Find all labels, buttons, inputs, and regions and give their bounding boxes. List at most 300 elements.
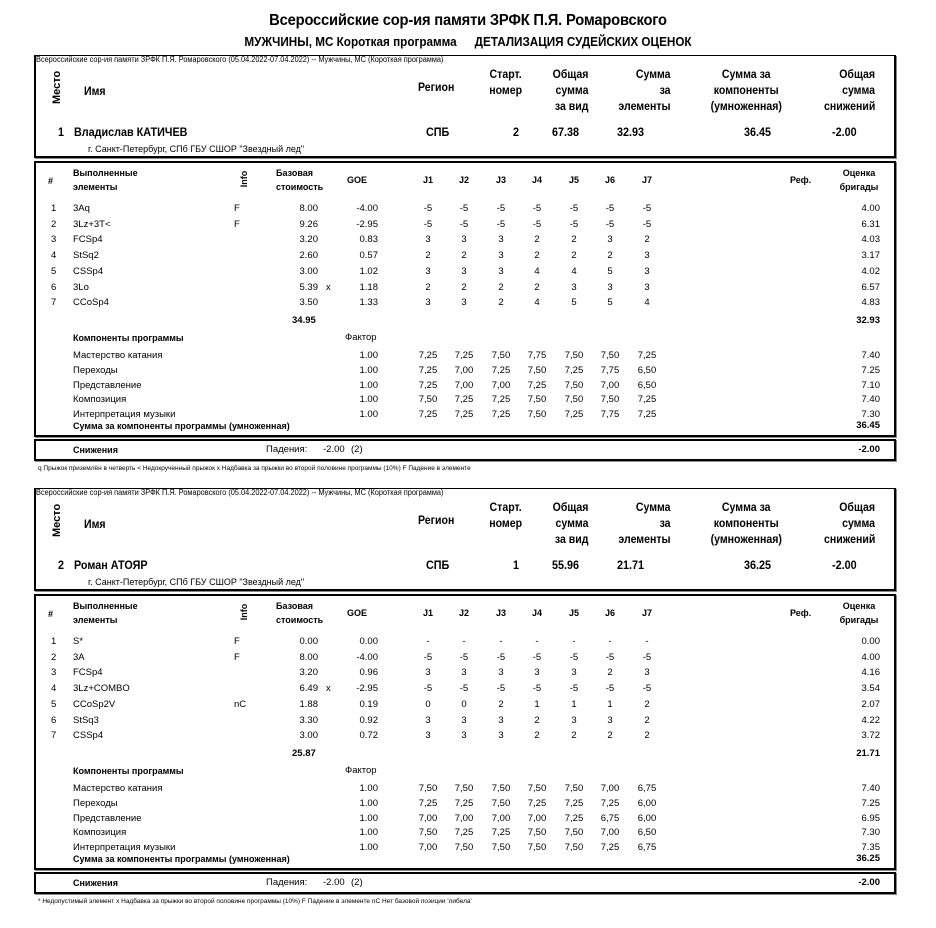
element-info: nC <box>234 698 247 710</box>
element-judge-score: 2 <box>498 698 504 710</box>
deductions-box <box>34 872 896 894</box>
component-judge-score: 7,50 <box>564 379 584 391</box>
element-code: FCSp4 <box>73 667 103 679</box>
component-judge-score: 7,25 <box>454 394 474 406</box>
element-judge-score: -5 <box>605 651 615 663</box>
element-judge-score: 3 <box>461 667 467 679</box>
falls-label: Падения: <box>266 877 308 888</box>
element-judge-score: -5 <box>423 218 433 230</box>
deductions-header-line: сумма <box>842 83 876 97</box>
region-header: Регион <box>418 80 455 94</box>
components-total: 36.45 <box>856 420 880 431</box>
deductions-header-line: сумма <box>842 516 876 530</box>
element-judge-score: 3 <box>461 730 467 742</box>
element-base-value: 8.00 <box>299 651 318 663</box>
element-judge-score: -5 <box>642 203 652 214</box>
component-factor: 1.00 <box>359 827 378 839</box>
element-judge-score: 2 <box>534 730 540 742</box>
subtitle-category: МУЖЧИНЫ, МС Короткая программа <box>244 34 457 49</box>
num-header: # <box>48 609 54 619</box>
element-judge-score: 3 <box>461 714 467 726</box>
component-judge-score: 7,50 <box>527 783 547 794</box>
element-number: 2 <box>51 218 57 230</box>
component-panel-score: 7.40 <box>861 783 880 794</box>
component-factor: 1.00 <box>359 812 378 824</box>
element-judge-score: 3 <box>461 265 467 277</box>
element-number: 4 <box>51 683 57 695</box>
element-goe: -2.95 <box>356 218 378 230</box>
element-code: CSSp4 <box>73 730 104 742</box>
component-judge-score: 7,25 <box>491 364 511 376</box>
info-header: Info <box>239 170 249 188</box>
element-judge-score: 2 <box>534 250 540 262</box>
deductions-header-line: Общая <box>839 67 876 81</box>
element-judge-score: -5 <box>569 218 579 230</box>
element-judge-score: -5 <box>496 683 506 695</box>
pcs-header-line: компоненты <box>713 83 779 97</box>
component-name: Представление <box>73 379 142 391</box>
element-code: S* <box>73 636 84 647</box>
start-no-header <box>481 66 530 98</box>
element-base-value: 3.00 <box>299 265 318 277</box>
component-factor: 1.00 <box>359 350 378 361</box>
element-number: 6 <box>51 714 57 726</box>
component-judge-score: 7,25 <box>564 364 584 376</box>
tes-header-line: элементы <box>618 99 671 113</box>
tes-header-line: за <box>659 83 671 97</box>
start-no-header-line: номер <box>489 83 523 97</box>
total-header-line: Общая <box>552 67 589 81</box>
element-judge-score: 2 <box>461 250 467 262</box>
element-judge-score: 3 <box>607 281 613 293</box>
element-info: F <box>234 203 240 214</box>
tes-header <box>616 499 671 547</box>
element-judge-score: 3 <box>644 667 650 679</box>
ref-header: Реф. <box>790 608 812 618</box>
judge-header-4: J4 <box>531 608 542 618</box>
component-judge-score: 7,00 <box>600 827 620 839</box>
element-judge-score: 3 <box>498 730 504 742</box>
element-number: 2 <box>51 651 57 663</box>
element-panel-score: 3.17 <box>861 250 880 262</box>
scores-box <box>34 161 896 437</box>
element-info: F <box>234 218 240 230</box>
component-judge-score: 6,50 <box>637 827 657 839</box>
start-no-header-line: Старт. <box>489 500 522 514</box>
element-panel-score: 4.22 <box>861 714 880 726</box>
elements-header-line: Выполненные <box>73 168 138 178</box>
element-base-value: 1.88 <box>299 698 318 710</box>
element-judge-score: 2 <box>607 250 613 262</box>
component-judge-score: 7,50 <box>491 797 511 809</box>
element-judge-score: -5 <box>459 651 469 663</box>
start-no-header <box>481 499 530 531</box>
component-judge-score: 7,25 <box>454 350 474 361</box>
base-value-header-line: Базовая <box>276 601 314 611</box>
judge-header-3: J3 <box>495 608 506 618</box>
component-judge-score: 7,50 <box>564 842 584 854</box>
element-judge-score: - <box>535 636 539 647</box>
panel-score-header-line: Оценка <box>842 601 876 611</box>
component-judge-score: 7,00 <box>418 842 438 854</box>
deductions-box <box>34 439 896 461</box>
skater-club: г. Санкт-Петербург, СПб ГБУ СШОР "Звездный лед" <box>88 577 305 587</box>
element-judge-score: -5 <box>532 651 542 663</box>
legend: q Прыжок приземлён в четверть < Недокрученный прыжок x Надбавка за прыжки во второй половине программы (10%) F Падение в элементе <box>38 465 471 472</box>
skater-tes: 21.71 <box>617 558 645 572</box>
component-judge-score: 7,50 <box>600 350 620 361</box>
region-header: Регион <box>418 513 455 527</box>
total-header-line: за вид <box>554 532 589 546</box>
element-base-value: 3.00 <box>299 730 318 742</box>
component-judge-score: 7,00 <box>600 379 620 391</box>
element-judge-score: -5 <box>496 218 506 230</box>
skater-pcs: 36.45 <box>744 125 772 139</box>
start-no-header-line: номер <box>489 516 523 530</box>
element-bonus-mark: x <box>326 281 331 293</box>
element-base-value: 5.39 <box>299 281 318 293</box>
component-judge-score: 7,50 <box>418 783 438 794</box>
component-factor: 1.00 <box>359 394 378 406</box>
component-judge-score: 7,00 <box>527 812 547 824</box>
element-judge-score: 3 <box>644 265 650 277</box>
skater-tes: 32.93 <box>617 125 645 139</box>
element-code: CCoSp2V <box>73 698 116 710</box>
element-judge-score: 2 <box>571 234 577 246</box>
element-panel-score: 4.03 <box>861 234 880 246</box>
component-name: Мастерство катания <box>73 350 163 361</box>
deductions-label: Снижения <box>73 878 118 888</box>
element-judge-score: 0 <box>425 698 431 710</box>
subtitle-report: ДЕТАЛИЗАЦИЯ СУДЕЙСКИХ ОЦЕНОК <box>474 34 692 49</box>
element-info: F <box>234 636 240 647</box>
element-judge-score: 3 <box>461 234 467 246</box>
components-header: Компоненты программы <box>73 333 184 343</box>
component-judge-score: 7,00 <box>491 379 511 391</box>
place-header: Место <box>51 70 63 104</box>
component-judge-score: 7,50 <box>491 842 511 854</box>
place-header: Место <box>51 503 63 537</box>
base-value-header <box>276 599 323 627</box>
name-header: Имя <box>84 517 106 531</box>
element-judge-score: - <box>462 636 466 647</box>
component-judge-score: 7,25 <box>637 350 657 361</box>
element-judge-score: 4 <box>644 297 650 309</box>
element-code: FCSp4 <box>73 234 103 246</box>
element-number: 3 <box>51 234 57 246</box>
element-judge-score: 3 <box>607 234 613 246</box>
element-judge-score: -5 <box>569 651 579 663</box>
component-panel-score: 7.35 <box>861 842 880 854</box>
factor-header: Фактор <box>345 332 377 343</box>
goe-header: GOE <box>347 175 368 185</box>
element-judge-score: 2 <box>425 281 431 293</box>
tes-header <box>616 66 671 114</box>
falls-count: (2) <box>351 444 363 455</box>
element-code: 3Lz+COMBO <box>73 683 130 695</box>
component-judge-score: 7,25 <box>491 409 511 421</box>
judge-header-3: J3 <box>495 175 506 185</box>
element-judge-score: -5 <box>423 683 433 695</box>
component-judge-score: 7,25 <box>637 409 657 421</box>
element-code: StSq3 <box>73 714 99 726</box>
element-judge-score: 2 <box>644 730 650 742</box>
component-judge-score: 7,00 <box>600 783 620 794</box>
component-judge-score: 7,50 <box>491 350 511 361</box>
component-judge-score: 6,00 <box>637 812 657 824</box>
element-goe: 0.72 <box>359 730 378 742</box>
legend: * Недопустимый элемент x Надбавка за прыжки во второй половине программы (10%) F Падение в элементе nC Нет базовой позиции 'либела' <box>38 898 472 905</box>
judge-header-6: J6 <box>604 608 615 618</box>
pcs-header-line: Сумма за <box>721 500 771 514</box>
element-judge-score: 3 <box>571 281 577 293</box>
component-judge-score: 7,00 <box>454 379 474 391</box>
component-panel-score: 7.30 <box>861 409 880 421</box>
element-judge-score: 3 <box>534 667 540 679</box>
element-panel-score: 4.02 <box>861 265 880 277</box>
element-judge-score: -5 <box>569 683 579 695</box>
component-judge-score: 7,75 <box>600 364 620 376</box>
elements-header <box>73 166 138 194</box>
skater-start-no: 2 <box>513 125 520 139</box>
component-factor: 1.00 <box>359 364 378 376</box>
element-judge-score: 2 <box>607 730 613 742</box>
judge-header-2: J2 <box>458 175 469 185</box>
component-judge-score: 7,25 <box>418 797 438 809</box>
element-judge-score: 5 <box>571 297 577 309</box>
element-judge-score: 2 <box>571 730 577 742</box>
component-panel-score: 7.40 <box>861 394 880 406</box>
element-judge-score: 3 <box>425 297 431 309</box>
element-bonus-mark: x <box>326 683 331 695</box>
element-judge-score: -5 <box>642 683 652 695</box>
component-panel-score: 7.25 <box>861 364 880 376</box>
skater-deductions: -2.00 <box>832 558 857 572</box>
element-judge-score: 2 <box>571 250 577 262</box>
components-sum-label: Сумма за компоненты программы (умноженная) <box>73 421 290 431</box>
element-judge-score: -5 <box>532 683 542 695</box>
component-judge-score: 7,25 <box>418 379 438 391</box>
tes-header-line: Сумма <box>635 500 671 514</box>
component-judge-score: 7,25 <box>564 812 584 824</box>
skater-total: 67.38 <box>552 125 580 139</box>
component-name: Композиция <box>73 827 127 839</box>
element-code: CCoSp4 <box>73 297 109 309</box>
component-panel-score: 7.25 <box>861 797 880 809</box>
element-panel-score: 2.07 <box>861 698 880 710</box>
component-panel-score: 6.95 <box>861 812 880 824</box>
skater-block <box>34 488 896 908</box>
deductions-header <box>824 499 875 547</box>
deductions-total: -2.00 <box>858 877 880 888</box>
elements-header <box>73 599 138 627</box>
component-judge-score: 7,50 <box>600 394 620 406</box>
component-name: Интерпретация музыки <box>73 842 176 854</box>
element-number: 1 <box>51 636 57 647</box>
element-goe: -4.00 <box>356 203 378 214</box>
skater-start-no: 1 <box>513 558 520 572</box>
element-judge-score: 3 <box>644 281 650 293</box>
component-judge-score: 7,25 <box>564 797 584 809</box>
element-judge-score: 2 <box>425 250 431 262</box>
element-judge-score: 5 <box>607 297 613 309</box>
base-value-header-line: стоимость <box>276 615 324 625</box>
element-judge-score: 2 <box>534 281 540 293</box>
total-header <box>548 499 588 547</box>
skater-header-box <box>34 488 896 591</box>
component-judge-score: 7,25 <box>600 842 620 854</box>
element-judge-score: 3 <box>571 714 577 726</box>
element-number: 4 <box>51 250 57 262</box>
document-title: Всероссийские сор-ия памяти ЗРФК П.Я. Ромаровского <box>269 12 667 29</box>
element-goe: 1.18 <box>359 281 378 293</box>
element-goe: 0.00 <box>359 636 378 647</box>
skater-block <box>34 55 896 475</box>
total-header-line: за вид <box>554 99 589 113</box>
element-panel-score: 6.31 <box>861 218 880 230</box>
component-name: Интерпретация музыки <box>73 409 176 421</box>
deductions-header-line: снижений <box>824 99 876 113</box>
component-name: Мастерство катания <box>73 783 163 794</box>
element-judge-score: 3 <box>644 250 650 262</box>
element-judge-score: -5 <box>569 203 579 214</box>
element-code: 3Lz+3T< <box>73 218 111 230</box>
component-judge-score: 7,25 <box>527 379 547 391</box>
element-base-value: 9.26 <box>299 218 318 230</box>
scores-box <box>34 594 896 870</box>
element-judge-score: 3 <box>498 714 504 726</box>
component-judge-score: 7,25 <box>637 394 657 406</box>
panel-score-header-line: бригады <box>839 182 879 192</box>
element-judge-score: 2 <box>498 281 504 293</box>
element-code: 3A <box>73 651 85 663</box>
component-judge-score: 7,50 <box>564 783 584 794</box>
element-code: 3Lo <box>73 281 89 293</box>
base-value-total: 34.95 <box>292 315 316 326</box>
component-judge-score: 7,50 <box>564 350 584 361</box>
tes-header-line: Сумма <box>635 67 671 81</box>
element-goe: 0.19 <box>359 698 378 710</box>
pcs-header-line: (умноженная) <box>710 99 782 113</box>
element-judge-score: 2 <box>461 281 467 293</box>
info-header: Info <box>239 603 249 621</box>
element-judge-score: 3 <box>498 265 504 277</box>
skater-place: 2 <box>58 558 65 572</box>
element-goe: 0.83 <box>359 234 378 246</box>
element-judge-score: -5 <box>642 651 652 663</box>
factor-header: Фактор <box>345 765 377 776</box>
element-judge-score: 3 <box>498 667 504 679</box>
panel-score-header <box>828 166 890 194</box>
skater-total: 55.96 <box>552 558 580 572</box>
element-judge-score: 2 <box>498 297 504 309</box>
component-factor: 1.00 <box>359 379 378 391</box>
tes-header-line: элементы <box>618 532 671 546</box>
element-base-value: 3.20 <box>299 234 318 246</box>
element-goe: 1.33 <box>359 297 378 309</box>
element-judge-score: 1 <box>571 698 577 710</box>
component-judge-score: 7,25 <box>527 797 547 809</box>
element-judge-score: 1 <box>534 698 540 710</box>
component-judge-score: 7,50 <box>454 842 474 854</box>
component-judge-score: 7,50 <box>527 364 547 376</box>
judge-header-5: J5 <box>568 608 579 618</box>
judge-header-5: J5 <box>568 175 579 185</box>
elements-header-line: элементы <box>73 182 118 192</box>
element-judge-score: 3 <box>498 234 504 246</box>
element-judge-score: 2 <box>607 667 613 679</box>
element-judge-score: 4 <box>534 265 540 277</box>
skater-region: СПБ <box>426 558 450 572</box>
element-base-value: 3.20 <box>299 667 318 679</box>
skater-pcs: 36.25 <box>744 558 772 572</box>
falls-value: -2.00 <box>323 877 345 888</box>
component-judge-score: 7,00 <box>454 812 474 824</box>
name-header: Имя <box>84 84 106 98</box>
panel-score-header-line: Оценка <box>842 168 876 178</box>
component-judge-score: 7,25 <box>564 409 584 421</box>
component-factor: 1.00 <box>359 409 378 421</box>
falls-count: (2) <box>351 877 363 888</box>
component-judge-score: 7,00 <box>454 364 474 376</box>
element-judge-score: -5 <box>459 218 469 230</box>
element-goe: -4.00 <box>356 651 378 663</box>
component-judge-score: 6,75 <box>637 783 657 794</box>
component-judge-score: 7,25 <box>491 394 511 406</box>
base-value-header-line: стоимость <box>276 182 324 192</box>
element-judge-score: -5 <box>423 651 433 663</box>
element-panel-score: 4.83 <box>861 297 880 309</box>
deductions-header-line: Общая <box>839 500 876 514</box>
component-name: Переходы <box>73 364 118 376</box>
component-judge-score: 7,25 <box>454 797 474 809</box>
element-panel-score: 4.00 <box>861 651 880 663</box>
component-name: Композиция <box>73 394 127 406</box>
element-judge-score: -5 <box>496 203 506 214</box>
element-judge-score: -5 <box>605 218 615 230</box>
elements-total: 21.71 <box>856 748 880 759</box>
element-number: 5 <box>51 698 57 710</box>
skater-name: Роман АТОЯР <box>74 558 148 572</box>
element-number: 5 <box>51 265 57 277</box>
components-sum-label: Сумма за компоненты программы (умноженная) <box>73 854 290 864</box>
total-header-line: Общая <box>552 500 589 514</box>
element-code: 3Aq <box>73 203 90 214</box>
component-judge-score: 6,50 <box>637 364 657 376</box>
element-judge-score: -5 <box>642 218 652 230</box>
element-base-value: 0.00 <box>299 636 318 647</box>
element-goe: -2.95 <box>356 683 378 695</box>
element-judge-score: -5 <box>605 683 615 695</box>
element-base-value: 8.00 <box>299 203 318 214</box>
element-panel-score: 4.00 <box>861 203 880 214</box>
pcs-header <box>704 66 788 114</box>
element-info: F <box>234 651 240 663</box>
judge-header-1: J1 <box>422 175 433 185</box>
component-judge-score: 7,50 <box>418 827 438 839</box>
element-goe: 1.02 <box>359 265 378 277</box>
component-judge-score: 7,75 <box>527 350 547 361</box>
element-judge-score: 3 <box>498 250 504 262</box>
element-judge-score: - <box>426 636 430 647</box>
component-judge-score: 7,25 <box>418 350 438 361</box>
element-number: 7 <box>51 730 57 742</box>
deductions-header-line: снижений <box>824 532 876 546</box>
element-judge-score: -5 <box>532 218 542 230</box>
component-judge-score: 7,50 <box>527 394 547 406</box>
element-panel-score: 4.16 <box>861 667 880 679</box>
component-panel-score: 7.30 <box>861 827 880 839</box>
